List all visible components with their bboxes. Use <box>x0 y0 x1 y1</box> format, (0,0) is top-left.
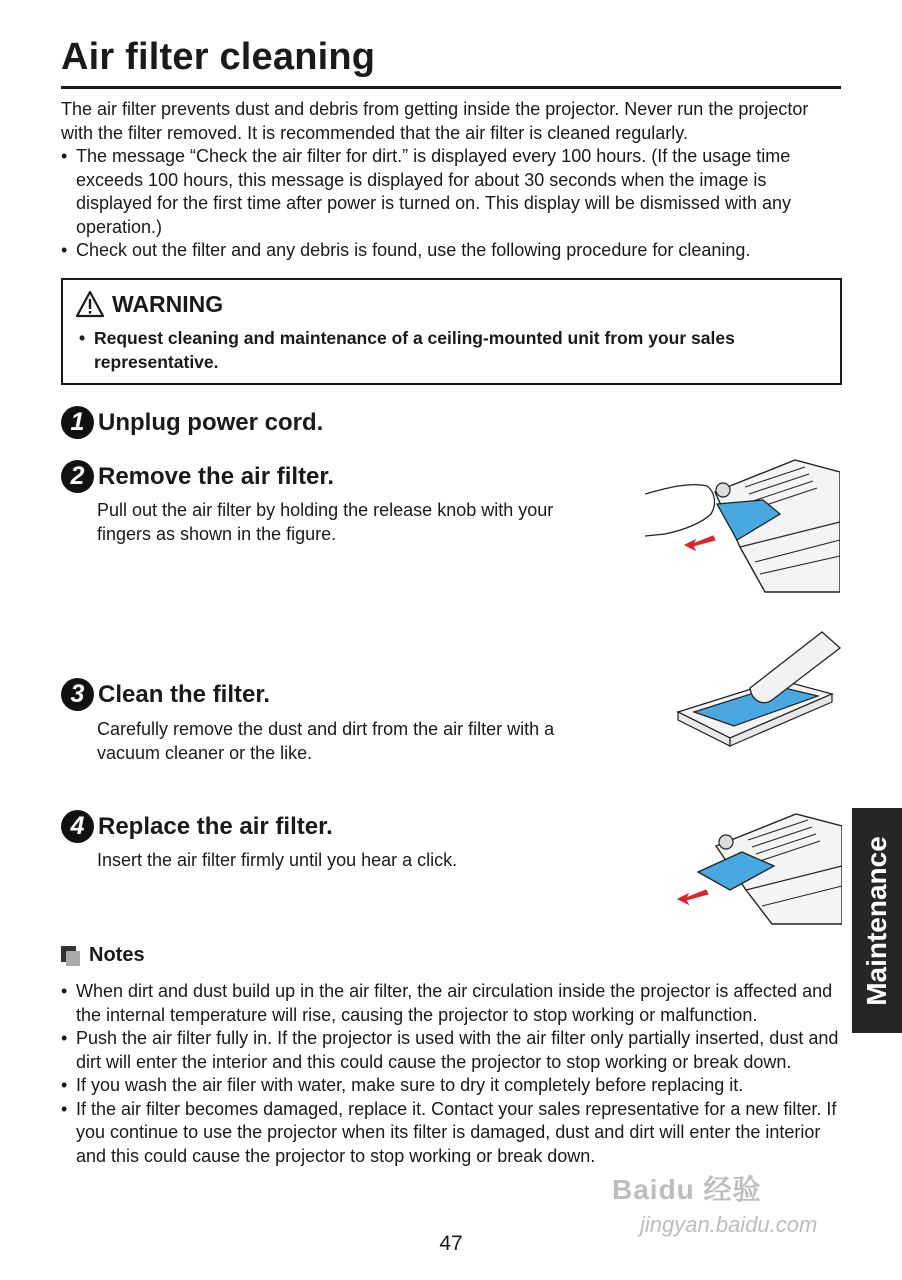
page-title: Air filter cleaning <box>61 36 376 78</box>
step-title: Remove the air filter. <box>98 462 335 490</box>
step-title: Clean the filter. <box>98 680 271 708</box>
step-number-badge: 1 <box>61 406 94 439</box>
title-rule <box>61 86 841 89</box>
notes-list <box>61 980 851 1168</box>
intro-section <box>61 98 843 263</box>
clean-filter-illustration <box>672 630 842 750</box>
warning-box <box>61 278 842 385</box>
step-1 <box>61 406 323 439</box>
step-number-badge: 2 <box>61 460 94 493</box>
step-number-badge: 3 <box>61 678 94 711</box>
notes-heading-row <box>61 944 145 967</box>
notes-heading: Notes <box>89 944 145 966</box>
notes-icon <box>61 946 80 966</box>
side-tab-label: Maintenance <box>861 835 892 1006</box>
intro-paragraph: The air filter prevents dust and debris from getting inside the projector. Never run the projector with the filter removed. It is recommended that the air filter is cleaned regularly. <box>61 99 809 143</box>
remove-filter-illustration <box>645 452 840 594</box>
section-side-tab <box>852 808 902 1033</box>
note-item: • Push the air filter fully in. If the projector is used with the air filter only partially inserted, dust and dirt will enter the interior and this could cause the projector to stop working or break down. <box>61 1027 851 1074</box>
warning-triangle-icon <box>75 290 105 318</box>
step-description: Carefully remove the dust and dirt from the air filter with a vacuum cleaner or the like. <box>97 719 555 763</box>
step-title: Unplug power cord. <box>98 408 324 436</box>
step-number-badge: 4 <box>61 810 94 843</box>
step-description: Insert the air filter firmly until you hear a click. <box>97 850 458 870</box>
page-number: 47 <box>439 1232 463 1255</box>
step-2 <box>61 460 334 493</box>
warning-heading-row <box>75 290 223 318</box>
intro-bullet: • Check out the filter and any debris is found, use the following procedure for cleaning. <box>61 239 843 263</box>
note-item: • If you wash the air filer with water, make sure to dry it completely before replacing it. <box>61 1074 851 1098</box>
note-item: • When dirt and dust build up in the air filter, the air circulation inside the projector is affected and the internal temperature will rise, causing the projector to stop working or malfunction. <box>61 980 851 1027</box>
step-description: Pull out the air filter by holding the release knob with your fingers as shown in the figure. <box>97 500 554 544</box>
step-title: Replace the air filter. <box>98 812 333 840</box>
warning-text: • Request cleaning and maintenance of a ceiling-mounted unit from your sales representative. <box>79 327 834 374</box>
replace-filter-illustration <box>676 806 842 926</box>
intro-bullet: • The message “Check the air filter for dirt.” is displayed every 100 hours. (If the usage time exceeds 100 hours, this message is displayed for about 30 seconds when the image is displayed for the first time after power is turned on. This display will be dismissed with any operation.) <box>61 145 843 239</box>
note-item: • If the air filter becomes damaged, replace it. Contact your sales representative for a new filter. If you continue to use the projector when its filter is damaged, dust and dirt will enter the interior and this could cause the projector to stop working or break down. <box>61 1098 851 1169</box>
warning-heading: WARNING <box>112 290 224 317</box>
watermark-url: jingyan.baidu.com <box>640 1212 818 1237</box>
step-3 <box>61 678 270 711</box>
step-4 <box>61 810 333 843</box>
watermark-logo: Baidu 经验 <box>612 1174 762 1205</box>
